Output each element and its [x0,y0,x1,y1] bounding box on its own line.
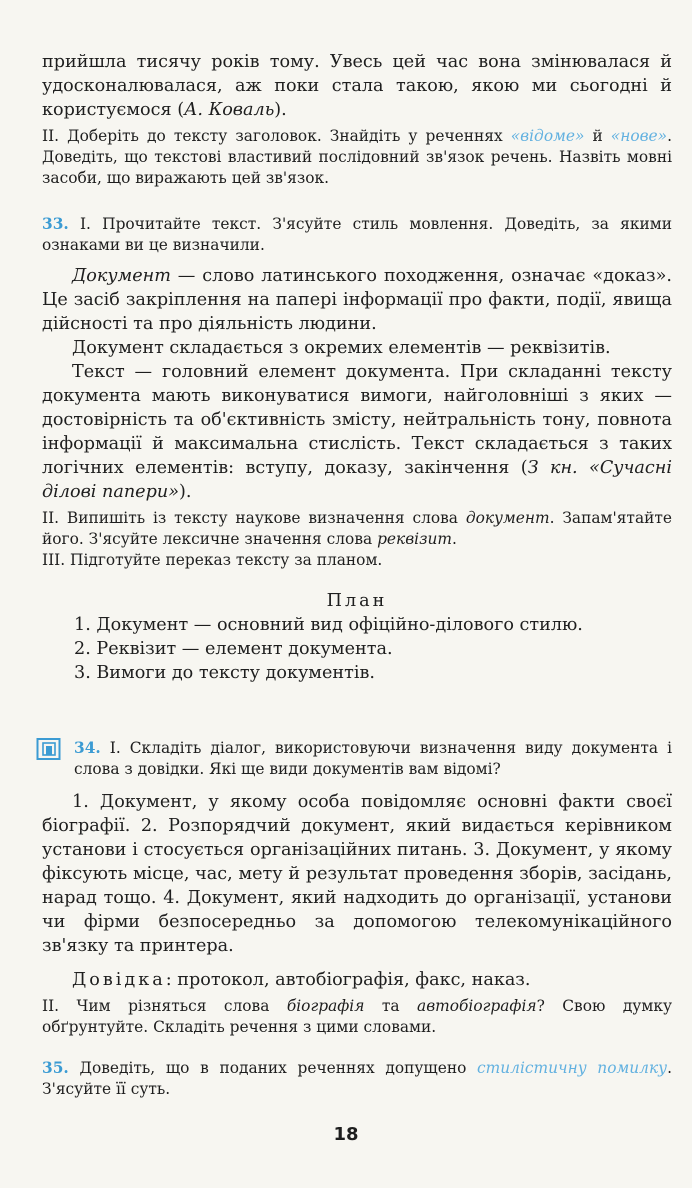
reference-label: Довідка [72,970,166,990]
ex34-reference: Довідка: протокол, автобіографія, факс, наказ. [72,970,531,990]
term-known: «відоме» [510,127,585,145]
plan-item: 1. Документ — основний вид офіційно-ділового стилю. [74,615,583,635]
exercise-35 [42,1058,672,1100]
page-number: 18 [333,1124,359,1145]
plan-title: План [326,591,388,611]
intro-block [42,50,672,122]
ex33-task2: ІІ. Випишіть із тексту наукове визначення слова документ. Запам'ятайте його. З'ясуйте лексичне значення слова реквізит. [42,509,672,548]
defined-word: Документ [72,266,171,286]
term-new: «нове» [610,127,668,145]
task32-part2 [42,126,672,189]
ex34-task2: ІІ. Чим різняться слова біографія та автобіографія? Свою думку обґрунтуйте. Складіть речення з цими словами. [42,997,673,1036]
ex33-paragraph-2: Документ складається з окремих елементів — реквізитів. [72,338,611,358]
notebook-icon [36,737,62,761]
author: А. Коваль [184,100,275,120]
plan-item: 2. Реквізит — елемент документа. [74,639,393,659]
plan-item: 3. Вимоги до тексту документів. [74,663,375,683]
exercise-33 [42,214,672,685]
intro-paragraph: прийшла тисячу років тому. Увесь цей час вона змінювалася й удосконалювалася, аж поки стала такою, якою ми сьогодні й користуємося (А. Коваль). [42,52,672,120]
task-paragraph: ІІ. Доберіть до тексту заголовок. Знайдіть у реченнях «відоме» й «нове». Доведіть, що текстові властивий послідовний зв'язок речень. Назвіть мовні засоби, що виражають цей зв'язок. [42,127,672,187]
ex33-task1: 33. І. Прочитайте текст. З'ясуйте стиль мовлення. Доведіть, за якими ознаками ви це визначили. [42,215,672,254]
term-stylistic-error: стилістичну помилку [477,1059,668,1077]
exercise-number: 33. [42,215,69,233]
ex34-task1: 34. І. Складіть діалог, використовуючи визначення виду документа і слова з довідки. Які ще види документів вам відомі? [74,739,672,778]
exercise-34 [42,790,672,1038]
exercise-34-task [74,738,672,780]
ex35-task: 35. Доведіть, що в поданих реченнях допущено стилістичну помилку. З'ясуйте її суть. [42,1059,672,1098]
ex33-paragraph-3: Текст — головний елемент документа. При складанні тексту документа мають виконуватися вимоги, найголовніші з яких — достовірність та об'єктивність змісту, нейтральність тону, повнота інформації й максимальна стислість. Текст складається з таких логічних елементів: вступу, доказу, закінчення (З кн. «Сучасні ділові папери»). [42,362,672,502]
source: З кн. «Сучасні ділові папери» [42,458,672,502]
exercise-number: 35. [42,1059,69,1077]
exercise-number: 34. [74,739,101,757]
ex34-text: 1. Документ, у якому особа повідомляє основні факти своєї біографії. 2. Розпорядчий документ, який видається керівником установи і стосується організаційних питань. 3. Документ, у якому фіксують місце, час, мету й результат проведення зборів, засідань, нарад тощо. 4. Документ, який надходить до організації, установи чи фірми безпосередньо за допомогою телекомунікаційного зв'язку та принтера. [42,792,672,956]
ex33-paragraph-1: Документ — слово латинського походження, означає «доказ». Це засіб закріплення на папері інформації про факти, події, явища дійсності та про діяльність людини. [42,266,672,334]
ex33-task3: ІІІ. Підготуйте переказ тексту за планом. [42,551,383,569]
